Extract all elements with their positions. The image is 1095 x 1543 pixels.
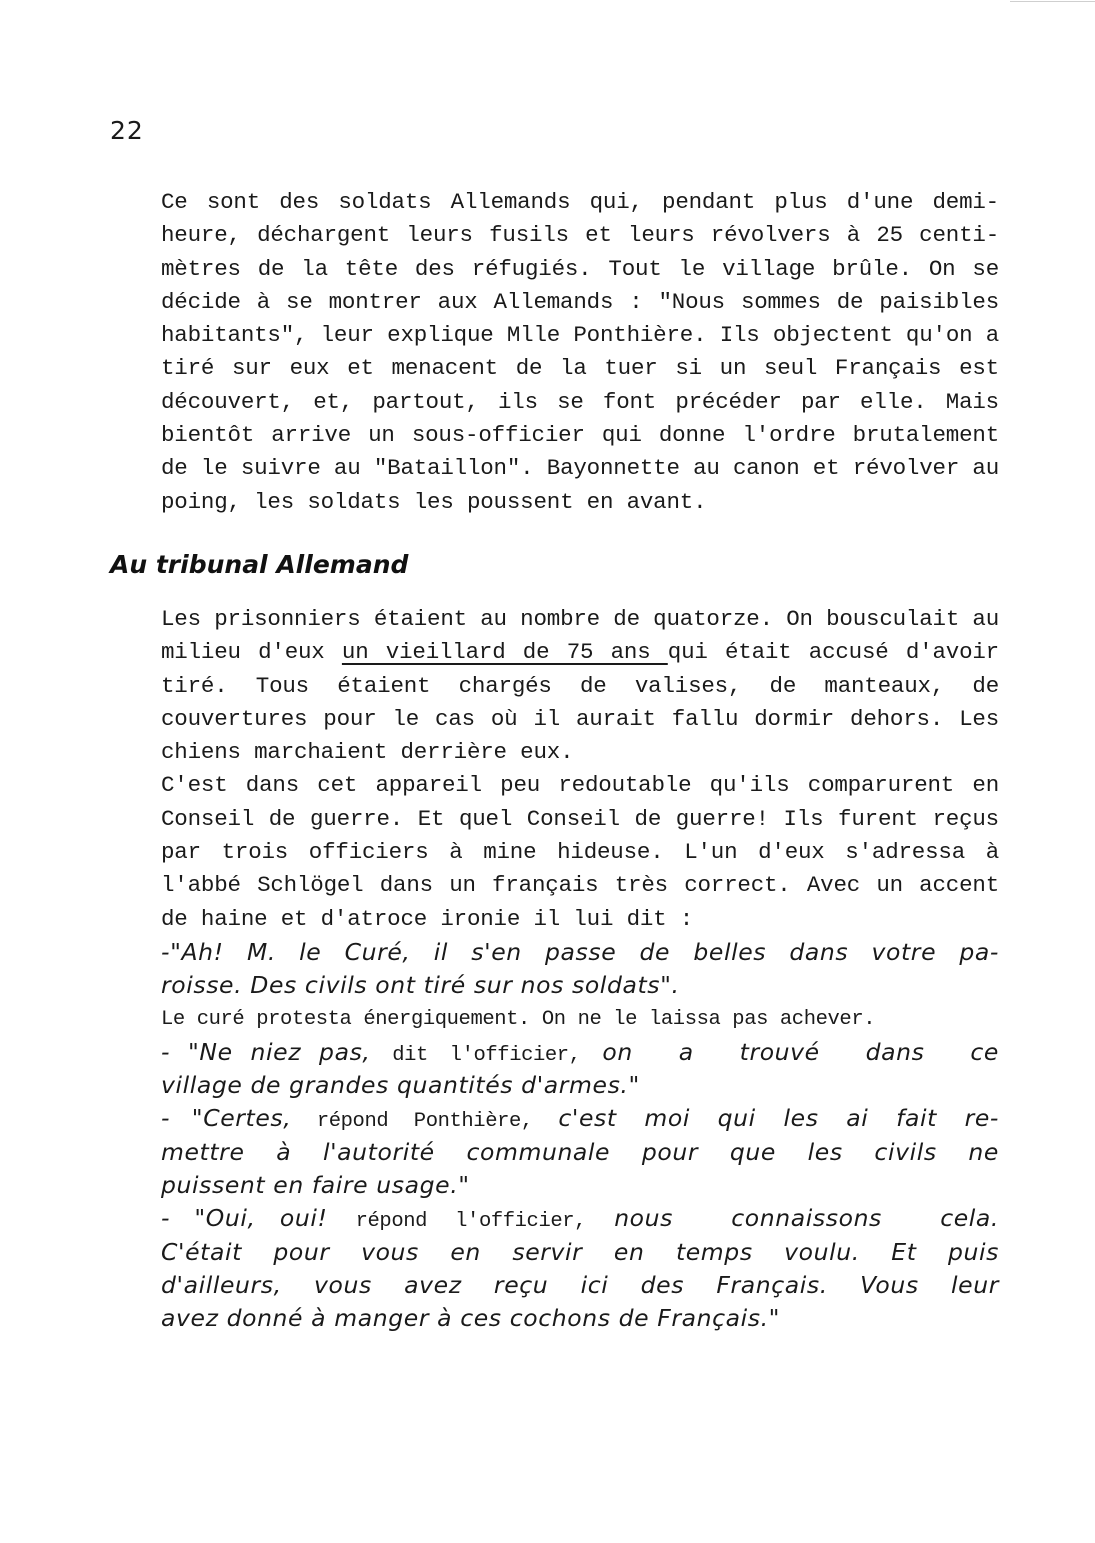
italic-segment: - "Ne niez pas,	[161, 1037, 371, 1066]
text-line: par trois officiers à mine hideuse. L'un d'eux s'adressa à	[161, 839, 999, 866]
dialog-block	[161, 936, 999, 1336]
text-line: tiré. Tous étaient chargés de valises, de manteaux, de	[161, 672, 999, 699]
text-line: tiré sur eux et menacent de la tuer si un seul Français est	[161, 355, 999, 382]
text-line: chiens marchaient derrière eux.	[161, 739, 574, 766]
text-line: couvertures pour le cas où il aurait fallu dormir dehors. Les	[161, 705, 999, 732]
dialog-line: puissent en faire usage."	[161, 1171, 470, 1200]
text-line: habitants", leur explique Mlle Ponthière. Ils objectent qu'on a	[161, 322, 1000, 349]
plain-segment: dit l'officier,	[370, 1043, 603, 1067]
narration-line: Le curé protesta énergiquement. On ne le laissa pas achever.	[161, 1007, 876, 1031]
text-line: de haine et d'atroce ironie il lui dit :	[161, 905, 694, 932]
text-segment: qui était accusé d'avoir	[667, 639, 999, 666]
dialog-line: avez donné à manger à ces cochons de Français."	[161, 1304, 781, 1333]
text-line: Conseil de guerre. Et quel Conseil de guerre! Ils furent reçus	[161, 805, 999, 832]
dialog-line: d'ailleurs, vous avez reçu ici des Français. Vous leur	[161, 1270, 999, 1299]
text-line: mètres de la tête des réfugiés. Tout le village brûle. On se	[161, 255, 999, 282]
dialog-line: -"Ah! M. le Curé, il s'en passe de belles dans votre pa-	[161, 938, 999, 966]
page-number: 22	[110, 116, 144, 145]
text-line: l'abbé Schlögel dans un français très correct. Avec un accent	[161, 872, 999, 899]
plain-segment: répond l'officier,	[327, 1210, 615, 1234]
dialog-line-mixed	[161, 1102, 999, 1135]
text-line: Ce sont des soldats Allemands qui, pendant plus d'une demi-	[161, 189, 999, 215]
plain-segment: répond Ponthière,	[291, 1110, 559, 1134]
text-line: découvert, et, partout, ils se font précéder par elle. Mais	[161, 388, 999, 415]
paragraph-soldiers	[161, 186, 999, 519]
text-line: décide à se montrer aux Allemands : "Nous sommes de paisibles	[161, 288, 999, 315]
italic-segment: - "Certes,	[161, 1104, 292, 1133]
dialog-line: mettre à l'autorité communale pour que les civils ne	[161, 1137, 999, 1166]
dialog-line: village de grandes quantités d'armes."	[161, 1071, 640, 1100]
text-segment: milieu d'eux	[161, 639, 342, 666]
italic-segment: nous connaissons cela.	[614, 1204, 999, 1233]
text-line: bientôt arrive un sous-officier qui donne l'ordre brutalement	[161, 422, 999, 449]
text-line: poing, les soldats les poussent en avant.	[161, 488, 707, 515]
italic-segment: - "Oui, oui!	[161, 1204, 328, 1233]
text-line: heure, déchargent leurs fusils et leurs révolvers à 25 centi-	[161, 222, 999, 249]
section-heading: Au tribunal Allemand	[110, 550, 409, 579]
underlined-phrase: un vieillard de 75 ans	[341, 639, 668, 666]
text-line: Les prisonniers étaient au nombre de quatorze. On bousculait au	[161, 606, 1000, 632]
paragraph-prisoners	[161, 603, 999, 936]
italic-segment: on a trouvé dans ce	[602, 1037, 999, 1066]
dialog-line-mixed	[161, 1202, 999, 1235]
scan-edge-mark	[1010, 1, 1095, 2]
dialog-line-mixed	[161, 1036, 999, 1069]
text-line: C'est dans cet appareil peu redoutable qu'ils comparurent en	[161, 772, 999, 799]
text-line: de le suivre au "Bataillon". Bayonnette au canon et révolver au	[161, 455, 1000, 482]
dialog-line: C'était pour vous en servir en temps voulu. Et puis	[161, 1237, 999, 1266]
dialog-line: roisse. Des civils ont tiré sur nos soldats".	[161, 971, 680, 1000]
italic-segment: c'est moi qui les ai fait re-	[558, 1104, 999, 1133]
text-line-underlined	[161, 636, 999, 669]
